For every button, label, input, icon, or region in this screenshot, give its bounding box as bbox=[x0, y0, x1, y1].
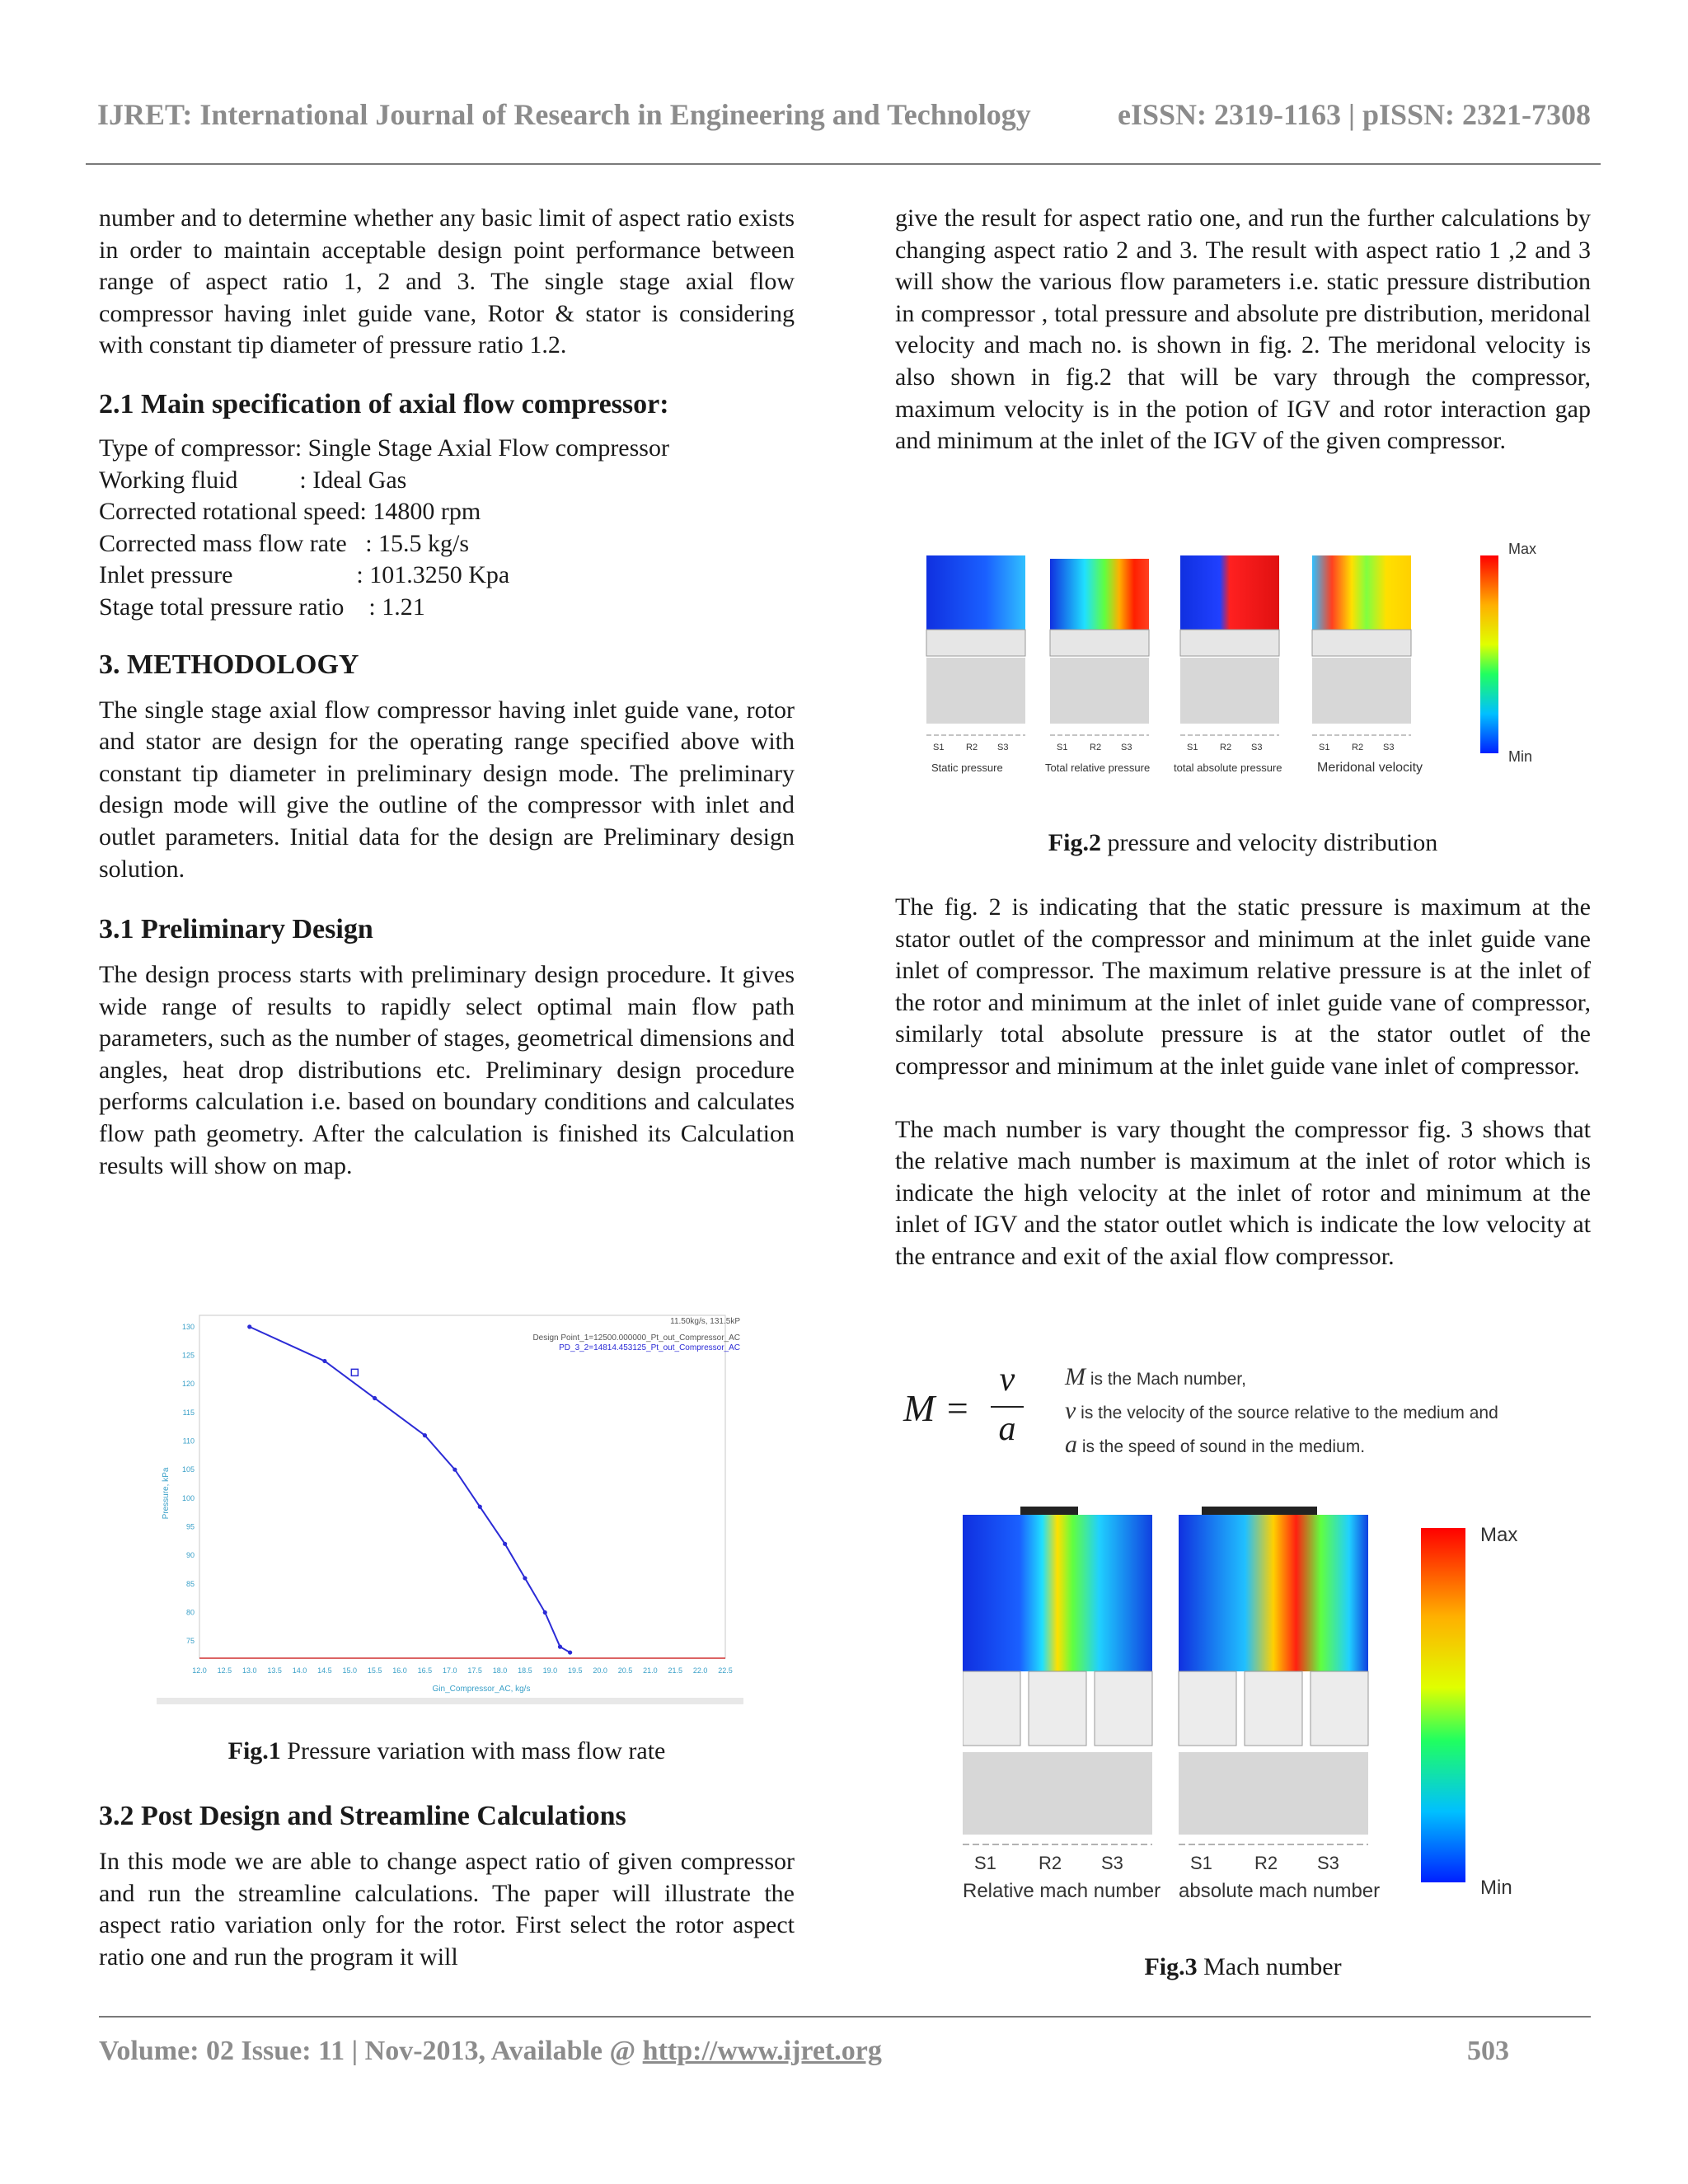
fraction-bar bbox=[991, 1406, 1024, 1408]
mach-formula bbox=[903, 1361, 1596, 1460]
x-axis-label: Gin_Compressor_AC, kg/s bbox=[432, 1685, 531, 1694]
static-pressure-panel bbox=[926, 555, 1025, 735]
station-label: S3 bbox=[1317, 1853, 1339, 1873]
color-scale bbox=[1421, 1528, 1465, 1882]
panel-label: total absolute pressure bbox=[1174, 762, 1282, 774]
data-point bbox=[568, 1650, 572, 1654]
spec-item: Type of compressor: Single Stage Axial Flow compressor bbox=[99, 434, 669, 462]
scale-min-label: Min bbox=[1508, 748, 1533, 765]
spec-item: Working fluid : Ideal Gas bbox=[99, 466, 407, 494]
data-point bbox=[503, 1542, 507, 1546]
page-number: 503 bbox=[1467, 2036, 1509, 2066]
total-relative-pressure-panel bbox=[1050, 559, 1149, 735]
x-tick-label: 16.0 bbox=[392, 1666, 407, 1675]
station-label: S1 bbox=[1319, 743, 1330, 752]
data-point bbox=[373, 1396, 377, 1400]
color-scale bbox=[1480, 555, 1498, 753]
y-tick-label: 95 bbox=[185, 1522, 195, 1531]
left-column bbox=[99, 203, 795, 1182]
y-tick-label: 105 bbox=[181, 1465, 195, 1474]
section-3-heading: 3. METHODOLOGY bbox=[99, 649, 359, 680]
x-tick-label: 16.5 bbox=[417, 1666, 433, 1675]
x-tick-label: 22.0 bbox=[692, 1666, 708, 1675]
spec-item: Corrected mass flow rate : 15.5 kg/s bbox=[99, 529, 470, 557]
y-tick-label: 120 bbox=[181, 1380, 195, 1389]
methodology-paragraph: The single stage axial flow compressor having inlet guide vane, rotor and stator are design for the operating range specified above with constant tip diameter in preliminary design mode. The preliminary design mode will give the outline of the compressor with inlet and outlet parameters. Initial data for the design are Preliminary design solution. bbox=[99, 696, 795, 883]
station-label: R2 bbox=[966, 743, 978, 752]
data-point bbox=[423, 1433, 427, 1437]
scale-max-label: Max bbox=[1508, 541, 1537, 557]
x-tick-label: 19.0 bbox=[542, 1666, 558, 1675]
fig2-caption-text: pressure and velocity distribution bbox=[1100, 829, 1438, 856]
preliminary-design-paragraph: The design process starts with preliminary design procedure. It gives wide range of results to rapidly select optimal main flow path parameters, such as the number of stages, geometrical dimensions and angles, heat drop distributions etc. Preliminary design procedure performs calculation i.e. based on boundary conditions and calculates flow path geometry. After the calculation is finished its Calculation results will show on map. bbox=[99, 961, 795, 1179]
pressure-discussion-paragraph: The fig. 2 is indicating that the static pressure is maximum at the stator outlet of the compressor and minimum at the inlet guide vane inlet of compressor. The maximum relative pressure is at the inlet of the rotor and minimum at the inlet of inlet guide vane of compressor, similarly total absolute pressure is at the stator outlet of the compressor and minimum at the inlet guide vane inlet of compressor. bbox=[895, 893, 1591, 1080]
formula-numerator: v bbox=[999, 1361, 1015, 1399]
section-3-1-heading: 3.1 Preliminary Design bbox=[99, 914, 373, 945]
section-2-1-heading: 2.1 Main specification of axial flow compressor: bbox=[99, 388, 669, 419]
station-label: S3 bbox=[1383, 743, 1395, 752]
y-tick-label: 115 bbox=[182, 1408, 195, 1417]
y-tick-label: 80 bbox=[185, 1608, 195, 1617]
y-tick-label: 85 bbox=[185, 1579, 195, 1588]
x-tick-label: 20.0 bbox=[593, 1666, 607, 1675]
station-label: S1 bbox=[974, 1853, 996, 1873]
x-tick-label: 13.5 bbox=[267, 1666, 282, 1675]
panel-label: Static pressure bbox=[931, 762, 1003, 774]
x-tick-label: 21.0 bbox=[643, 1666, 658, 1675]
scale-min-label: Min bbox=[1480, 1877, 1512, 1899]
station-label: S3 bbox=[997, 743, 1009, 752]
station-label: S1 bbox=[1187, 743, 1198, 752]
station-label: S3 bbox=[1121, 743, 1132, 752]
spec-item: Corrected rotational speed: 14800 rpm bbox=[99, 498, 481, 526]
fig1-caption-text: Pressure variation with mass flow rate bbox=[280, 1737, 666, 1765]
results-paragraph: give the result for aspect ratio one, and run the further calculations by changing aspect ratio 2 and 3. The result with aspect ratio 1 ,2 and 3 will show the various flow parameters i.e. static pressure distribution in compressor , total pressure and absolute pre distribution, meridonal velocity and mach no. is shown in fig. 2. The meridonal velocity is also shown in fig.2 that will be vary through the compressor, maximum velocity is in the potion of IGV and rotor interaction gap and minimum at the inlet of the IGV of the given compressor. bbox=[895, 204, 1591, 455]
footer-rule bbox=[99, 2016, 1591, 2018]
footer bbox=[99, 2036, 882, 2067]
panel-label: Total relative pressure bbox=[1045, 762, 1151, 774]
station-label: S3 bbox=[1251, 743, 1263, 752]
x-tick-label: 21.5 bbox=[668, 1666, 683, 1675]
station-label: R2 bbox=[1090, 743, 1102, 752]
data-point bbox=[543, 1610, 547, 1615]
station-label: R2 bbox=[1254, 1853, 1278, 1873]
plot-area bbox=[199, 1315, 725, 1658]
legend-entry: PD_3_2=14814.453125_Pt_out_Compressor_AC bbox=[559, 1343, 740, 1352]
header-rule bbox=[86, 163, 1601, 165]
journal-title: IJRET: International Journal of Research in Engineering and Technology bbox=[97, 98, 1031, 131]
x-tick-label: 18.0 bbox=[492, 1666, 508, 1675]
mach-discussion-paragraph: The mach number is vary thought the compressor fig. 3 shows that the relative mach number is maximum at the inlet of rotor which is indicate the high velocity at the inlet of rotor and minimum at the inlet of IGV and the stator outlet which is indicate the low velocity at the entrance and exit of the axial flow compressor. bbox=[895, 1115, 1591, 1270]
y-tick-label: 125 bbox=[181, 1351, 195, 1360]
data-point bbox=[247, 1324, 251, 1329]
fig1-label: Fig.1 bbox=[227, 1737, 281, 1765]
fig3-label: Fig.3 bbox=[1144, 1953, 1198, 1980]
y-tick-label: 90 bbox=[185, 1551, 195, 1560]
scale-max-label: Max bbox=[1480, 1524, 1518, 1546]
fig1-caption bbox=[99, 1737, 795, 1765]
station-label: S3 bbox=[1101, 1853, 1123, 1873]
station-label: S1 bbox=[1190, 1853, 1212, 1873]
fig1-chart bbox=[157, 1304, 743, 1704]
x-tick-label: 14.5 bbox=[317, 1666, 332, 1675]
data-point bbox=[523, 1576, 527, 1580]
left-column-bottom bbox=[99, 1800, 795, 1973]
x-tick-label: 14.0 bbox=[292, 1666, 307, 1675]
footer-text: Volume: 02 Issue: 11 | Nov-2013, Available @ bbox=[99, 2036, 643, 2066]
right-column-middle bbox=[895, 892, 1591, 1273]
right-column bbox=[895, 203, 1591, 457]
data-point bbox=[452, 1468, 457, 1472]
data-point bbox=[478, 1505, 482, 1509]
x-tick-label: 17.5 bbox=[467, 1666, 482, 1675]
spec-item: Stage total pressure ratio : 1.21 bbox=[99, 593, 425, 621]
journal-link[interactable]: http://www.ijret.org bbox=[642, 2036, 882, 2066]
spec-item: Inlet pressure : 101.3250 Kpa bbox=[99, 561, 510, 589]
y-tick-label: 110 bbox=[182, 1436, 195, 1446]
relative-mach-panel bbox=[963, 1507, 1152, 1844]
x-tick-label: 17.0 bbox=[443, 1666, 457, 1675]
panel-label: Relative mach number bbox=[963, 1880, 1161, 1902]
x-tick-label: 12.0 bbox=[192, 1666, 207, 1675]
x-tick-label: 20.5 bbox=[617, 1666, 633, 1675]
absolute-mach-panel bbox=[1179, 1507, 1368, 1844]
station-label: S1 bbox=[933, 743, 945, 752]
station-label: S1 bbox=[1057, 743, 1068, 752]
post-design-paragraph: In this mode we are able to change aspect ratio of given compressor and run the streamline calculations. The paper will illustrate the aspect ratio variation only for the rotor. First select the rotor aspect ratio one and run the program it will bbox=[99, 1848, 795, 1971]
formula-denominator: a bbox=[998, 1410, 1016, 1448]
panel-label: absolute mach number bbox=[1179, 1880, 1381, 1902]
legend-entry: Design Point_1=12500.000000_Pt_out_Compressor_AC bbox=[532, 1333, 740, 1343]
y-tick-label: 75 bbox=[185, 1637, 195, 1646]
fig2-caption bbox=[895, 829, 1591, 857]
pressure-mass-flow-chart bbox=[157, 1304, 743, 1704]
intro-paragraph: number and to determine whether any basic limit of aspect ratio exists in order to maintain acceptable design point performance between range of aspect ratio 1, 2 and 3. The single stage axial flow compressor having inlet guide vane, Rotor & stator is considering with constant tip diameter of pressure ratio 1.2. bbox=[99, 204, 795, 359]
meridonal-velocity-panel bbox=[1312, 555, 1411, 735]
data-point bbox=[322, 1359, 326, 1363]
fig3-caption bbox=[895, 1953, 1591, 1981]
issn: eISSN: 2319-1163 | pISSN: 2321-7308 bbox=[1118, 98, 1591, 131]
x-tick-label: 22.5 bbox=[718, 1666, 733, 1675]
formula-lhs: M = bbox=[903, 1387, 970, 1429]
station-label: R2 bbox=[1220, 743, 1232, 752]
fig2-image bbox=[915, 534, 1558, 781]
fig3-caption-text: Mach number bbox=[1197, 1953, 1342, 1980]
fig2-label: Fig.2 bbox=[1048, 829, 1101, 856]
station-label: R2 bbox=[1352, 743, 1364, 752]
x-tick-label: 12.5 bbox=[217, 1666, 232, 1675]
x-tick-label: 15.0 bbox=[342, 1666, 358, 1675]
y-axis-label: Pressure, kPa bbox=[162, 1467, 171, 1520]
formula-definitions: M is the Mach number, v is the velocity of the source relative to the medium and a is the speed of sound in the medium. bbox=[1065, 1363, 1498, 1458]
total-absolute-pressure-panel bbox=[1180, 555, 1279, 735]
x-tick-label: 15.5 bbox=[367, 1666, 382, 1675]
chart-annotation: 11.50kg/s, 131.5kP bbox=[670, 1317, 740, 1326]
panel-label: Meridonal velocity bbox=[1317, 761, 1423, 775]
journal-header bbox=[97, 97, 1591, 132]
y-tick-label: 100 bbox=[181, 1493, 195, 1502]
x-tick-label: 13.0 bbox=[241, 1666, 257, 1675]
x-tick-label: 19.5 bbox=[567, 1666, 583, 1675]
y-tick-label: 130 bbox=[181, 1322, 195, 1331]
x-tick-label: 18.5 bbox=[518, 1666, 532, 1675]
fig3-image bbox=[963, 1507, 1540, 1910]
data-point bbox=[558, 1645, 562, 1649]
section-3-2-heading: 3.2 Post Design and Streamline Calculations bbox=[99, 1801, 626, 1831]
spec-list bbox=[99, 433, 795, 624]
station-label: R2 bbox=[1039, 1853, 1062, 1873]
